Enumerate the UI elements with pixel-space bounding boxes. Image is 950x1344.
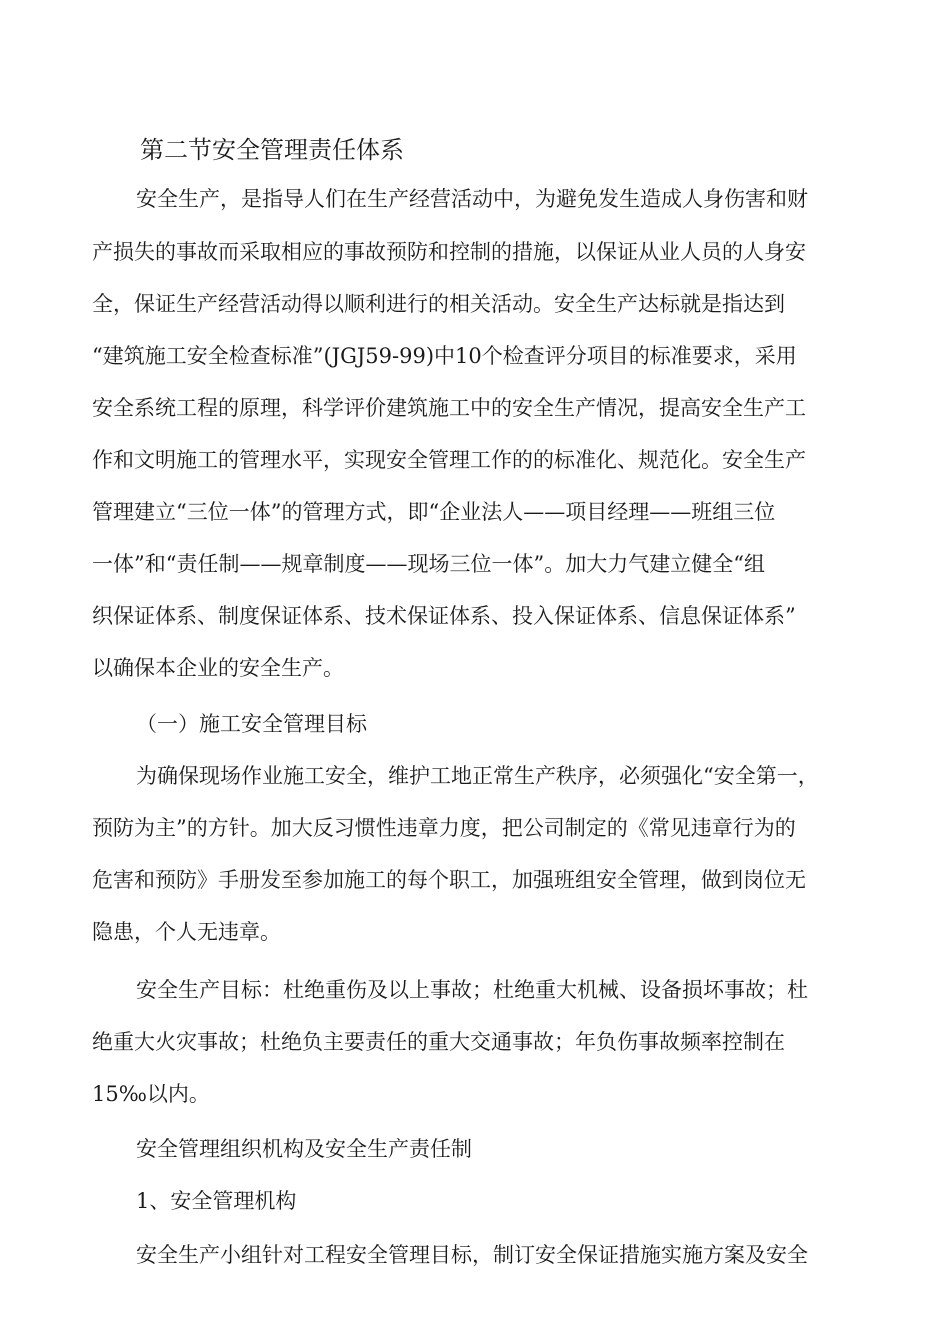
subheading-safety-goals: （一）施工安全管理目标 — [136, 712, 367, 736]
paragraph-3-line-3: 15‰以内。 — [92, 1082, 210, 1106]
paragraph-3-line-1: 安全生产目标：杜绝重伤及以上事故；杜绝重大机械、设备损坏事故；杜 — [136, 978, 808, 1002]
paragraph-4-line-1: 安全生产小组针对工程安全管理目标，制订安全保证措施实施方案及安全 — [136, 1243, 808, 1267]
subheading-organization: 安全管理组织机构及安全生产责任制 — [136, 1137, 472, 1161]
paragraph-1-line-1: 安全生产，是指导人们在生产经营活动中，为避免发生造成人身伤害和财 — [136, 187, 808, 211]
paragraph-2-line-4: 隐患，个人无违章。 — [92, 920, 281, 944]
paragraph-2-line-3: 危害和预防》手册发至参加施工的每个职工，加强班组安全管理，做到岗位无 — [92, 868, 806, 892]
paragraph-1-line-10: 以确保本企业的安全生产。 — [92, 656, 344, 680]
paragraph-1-line-9: 织保证体系、制度保证体系、技术保证体系、投入保证体系、信息保证体系” — [92, 604, 796, 628]
subheading-safety-agency: 1、安全管理机构 — [136, 1189, 297, 1213]
paragraph-2-line-2: 预防为主”的方针。加大反习惯性违章力度，把公司制定的《常见违章行为的 — [92, 816, 796, 840]
paragraph-1-line-5: 安全系统工程的原理，科学评价建筑施工中的安全生产情况，提高安全生产工 — [92, 396, 806, 420]
paragraph-3-line-2: 绝重大火灾事故；杜绝负主要责任的重大交通事故；年负伤事故频率控制在 — [92, 1030, 785, 1054]
section-title: 第二节安全管理责任体系 — [140, 136, 404, 164]
paragraph-1-line-3: 全，保证生产经营活动得以顺利进行的相关活动。安全生产达标就是指达到 — [92, 292, 785, 316]
paragraph-1-line-6: 作和文明施工的管理水平，实现安全管理工作的的标准化、规范化。安全生产 — [92, 448, 806, 472]
paragraph-1-line-7: 管理建立“三位一体”的管理方式，即“企业法人——项目经理——班组三位 — [92, 500, 776, 524]
paragraph-1-line-8: 一体”和“责任制——规章制度——现场三位一体”。加大力气建立健全“组 — [92, 552, 765, 576]
paragraph-1-line-4: “建筑施工安全检查标准”(JGJ59-99)中10个检查评分项目的标准要求，采用 — [92, 344, 797, 368]
paragraph-2-line-1: 为确保现场作业施工安全，维护工地正常生产秩序，必须强化“安全第一， — [136, 764, 819, 788]
paragraph-1-line-2: 产损失的事故而采取相应的事故预防和控制的措施，以保证从业人员的人身安 — [92, 240, 806, 264]
